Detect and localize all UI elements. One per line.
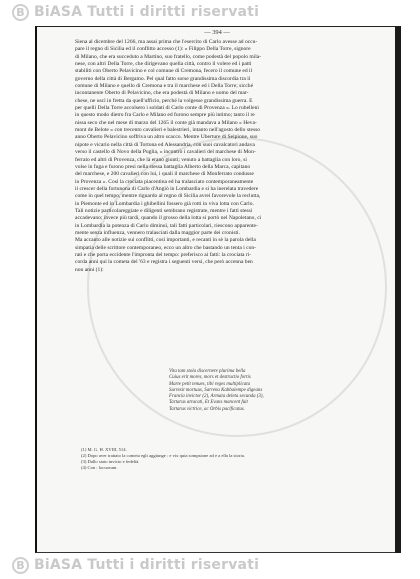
- text-line: in Provenza ». Così la crociata piacentina ed ha tralasciato contemporaneamente: [75, 178, 254, 185]
- text-line: per quelli Della Torre accolsero i soldati di Carlo conte di Provenza ». Lo rubelleni: [75, 105, 259, 112]
- text-line: nese, con altri Della Torre, che dirigevano quella città, contro il volere ed i patti: [75, 61, 252, 68]
- text-line: volse in fuga e furono presi nella stessa battaglia Alberto della Marca, capitano: [75, 163, 251, 170]
- text-line: accadevano; invece più tardi, quando il grosso della lotta si portò nel Napoletano, ci: [75, 215, 262, 222]
- text-line: incontanente Oberto di Pelavicino, che era podestà di Milano e uomo del mar-: [75, 90, 249, 97]
- banner-text: BiASA Tutti i diritti riservati: [34, 4, 260, 20]
- text-line: pare il regno di Sicilia ed il conflitto accesso (1): « Filippo Della Torre, signore: [75, 46, 251, 53]
- text-line: in questo modo dietro fra Carlo e Milano ed furono sempre più intimo; tanto il re: [75, 112, 255, 119]
- footnote: (3) Dallo stato invicto e fedeltà.: [81, 459, 140, 465]
- banner-text: BiASA Tutti i diritti riservati: [34, 557, 260, 573]
- text-line: di Milano, che era succeduto a Martino, suo fratello, come podestà del popolo mila-: [75, 53, 262, 60]
- verse-line: Tartarus victrice, ac Orbis pacificatus.: [169, 406, 245, 412]
- text-line: rati e che porta eccidente l'impronta del tempo: preferisco ai fatti: la crociata ri-: [75, 251, 252, 258]
- body-text: [75, 39, 383, 274]
- text-line: ferrato ed altri di Provenza, che là erano giunti; venuto a battaglia con loro, si: [75, 156, 247, 163]
- text-line: mont de Belote » con trecento cavalieri e balestrieri, intanto nell'agosto dello stesso: [75, 127, 261, 134]
- text-line: nissa seco che nel mese di marzo del 1265 il conte già mandava a Milano « Heva-: [75, 119, 257, 126]
- text-line: anno Oberto Pelavicino soffriva un altro scacco. Mentre Uberture di Seipione, suo: [75, 134, 258, 141]
- text-line: comune di Milano e quello di Cremona e tra il marchese ed i Della Torre; sicché: [75, 83, 254, 90]
- text-line: in Lombardia la potenza di Carlo diminuì, tali fatti particolari, riescono apparente-: [75, 222, 258, 229]
- page-number: — 394 —: [204, 29, 230, 36]
- text-line: verso il castello di Novo della Puglia, « incontrò i cavalieri del marchese di Mon-: [75, 149, 256, 156]
- text-line: del marchese, e 200 cavalieri con lui, i quali il marchese di Monferrato condusse: [75, 171, 254, 178]
- text-line: simpatia delle scrittore contemporaneo, ecco un altro che bastando un tenta i con-: [75, 244, 256, 251]
- text-line: stabiliti con Oberto Pelavicino e col comune di Cremona, fecero il comune ed il: [75, 68, 253, 75]
- text-line: chese, ne uscì in fretta da quell'ufficio, perché la volgesse grandissima guerra. E: [75, 97, 253, 104]
- verse-line: Cuius erit mores, mors et destructio fortis: [169, 375, 251, 381]
- footnotes: [81, 447, 371, 471]
- text-line: come in quel tempo, mentre riguardo al regno di Sicilia avrei favorevole la reclutta,: [75, 193, 261, 200]
- text-line: in Piemonte ed in Lombardia i ghibellini fossero già rotti in viva lotta con Carlo.: [75, 200, 254, 207]
- text-line: nipote e vicario nella città di Tortona ed Alessandria, con suoi cavalcatori andava: [75, 141, 255, 148]
- biasa-logo-icon: B: [12, 4, 29, 21]
- footnote: (1) M. G. H. XVIII, 514.: [81, 447, 127, 452]
- watermark-banner-bottom: [0, 553, 420, 579]
- footnote: (2) Dopo aver trattato la cometa egli aggiunge : e vix quia sompsione ad e a ella la storia.: [81, 453, 245, 459]
- text-line: mente senza influenza, vennero tralasciati dalla maggior parte dei cronisti.: [75, 229, 240, 236]
- text-line: Tali notizie particolareggiate e diligenti sembrano registrate, mentre i fatti stessi: [75, 207, 253, 214]
- verse-line: Vita tam stola discernere plurima bella: [169, 369, 246, 374]
- verse-line: Francia invictor (2), Armata deleta secunda (3),: [169, 394, 264, 400]
- text-line: il crescer della fortunona di Carlo d'Angiò in Lombardia e si ha inerelata travedere: [75, 185, 259, 192]
- text-line: non anni (1):: [75, 266, 104, 273]
- biasa-logo-icon: B: [12, 557, 29, 574]
- verse-block: [169, 369, 369, 413]
- watermark-banner-top: [0, 0, 420, 26]
- page-edge: [395, 26, 401, 553]
- text-line: Ma accanto alle notizie sui conflitti, così importanti, e recanti in sè la parola della: [75, 237, 256, 244]
- text-line: Siena al dicembre del 1266, ma assai prima che l'esercito di Carlo avesse ad occu-: [75, 39, 258, 45]
- verse-line: Surrexit mortuus, Sarrena Kabbalempe digeans: [169, 387, 263, 393]
- verse-line: Tartarus atracati, Et Evans mancent fuit: [169, 400, 248, 406]
- footnote: (4) Con : locuorum.: [81, 465, 118, 471]
- verse-line: Marte petit tenues, tibi reges multiplicata: [169, 381, 251, 387]
- scanned-page: [35, 26, 395, 553]
- text-line: corda anni qui la cometa del '63 e registra i seguenti versi, che però accenna ben: [75, 259, 253, 266]
- text-line: governo della città di Bergamo. Pel qual fatto sorse grandissima discordia tra il: [75, 75, 251, 82]
